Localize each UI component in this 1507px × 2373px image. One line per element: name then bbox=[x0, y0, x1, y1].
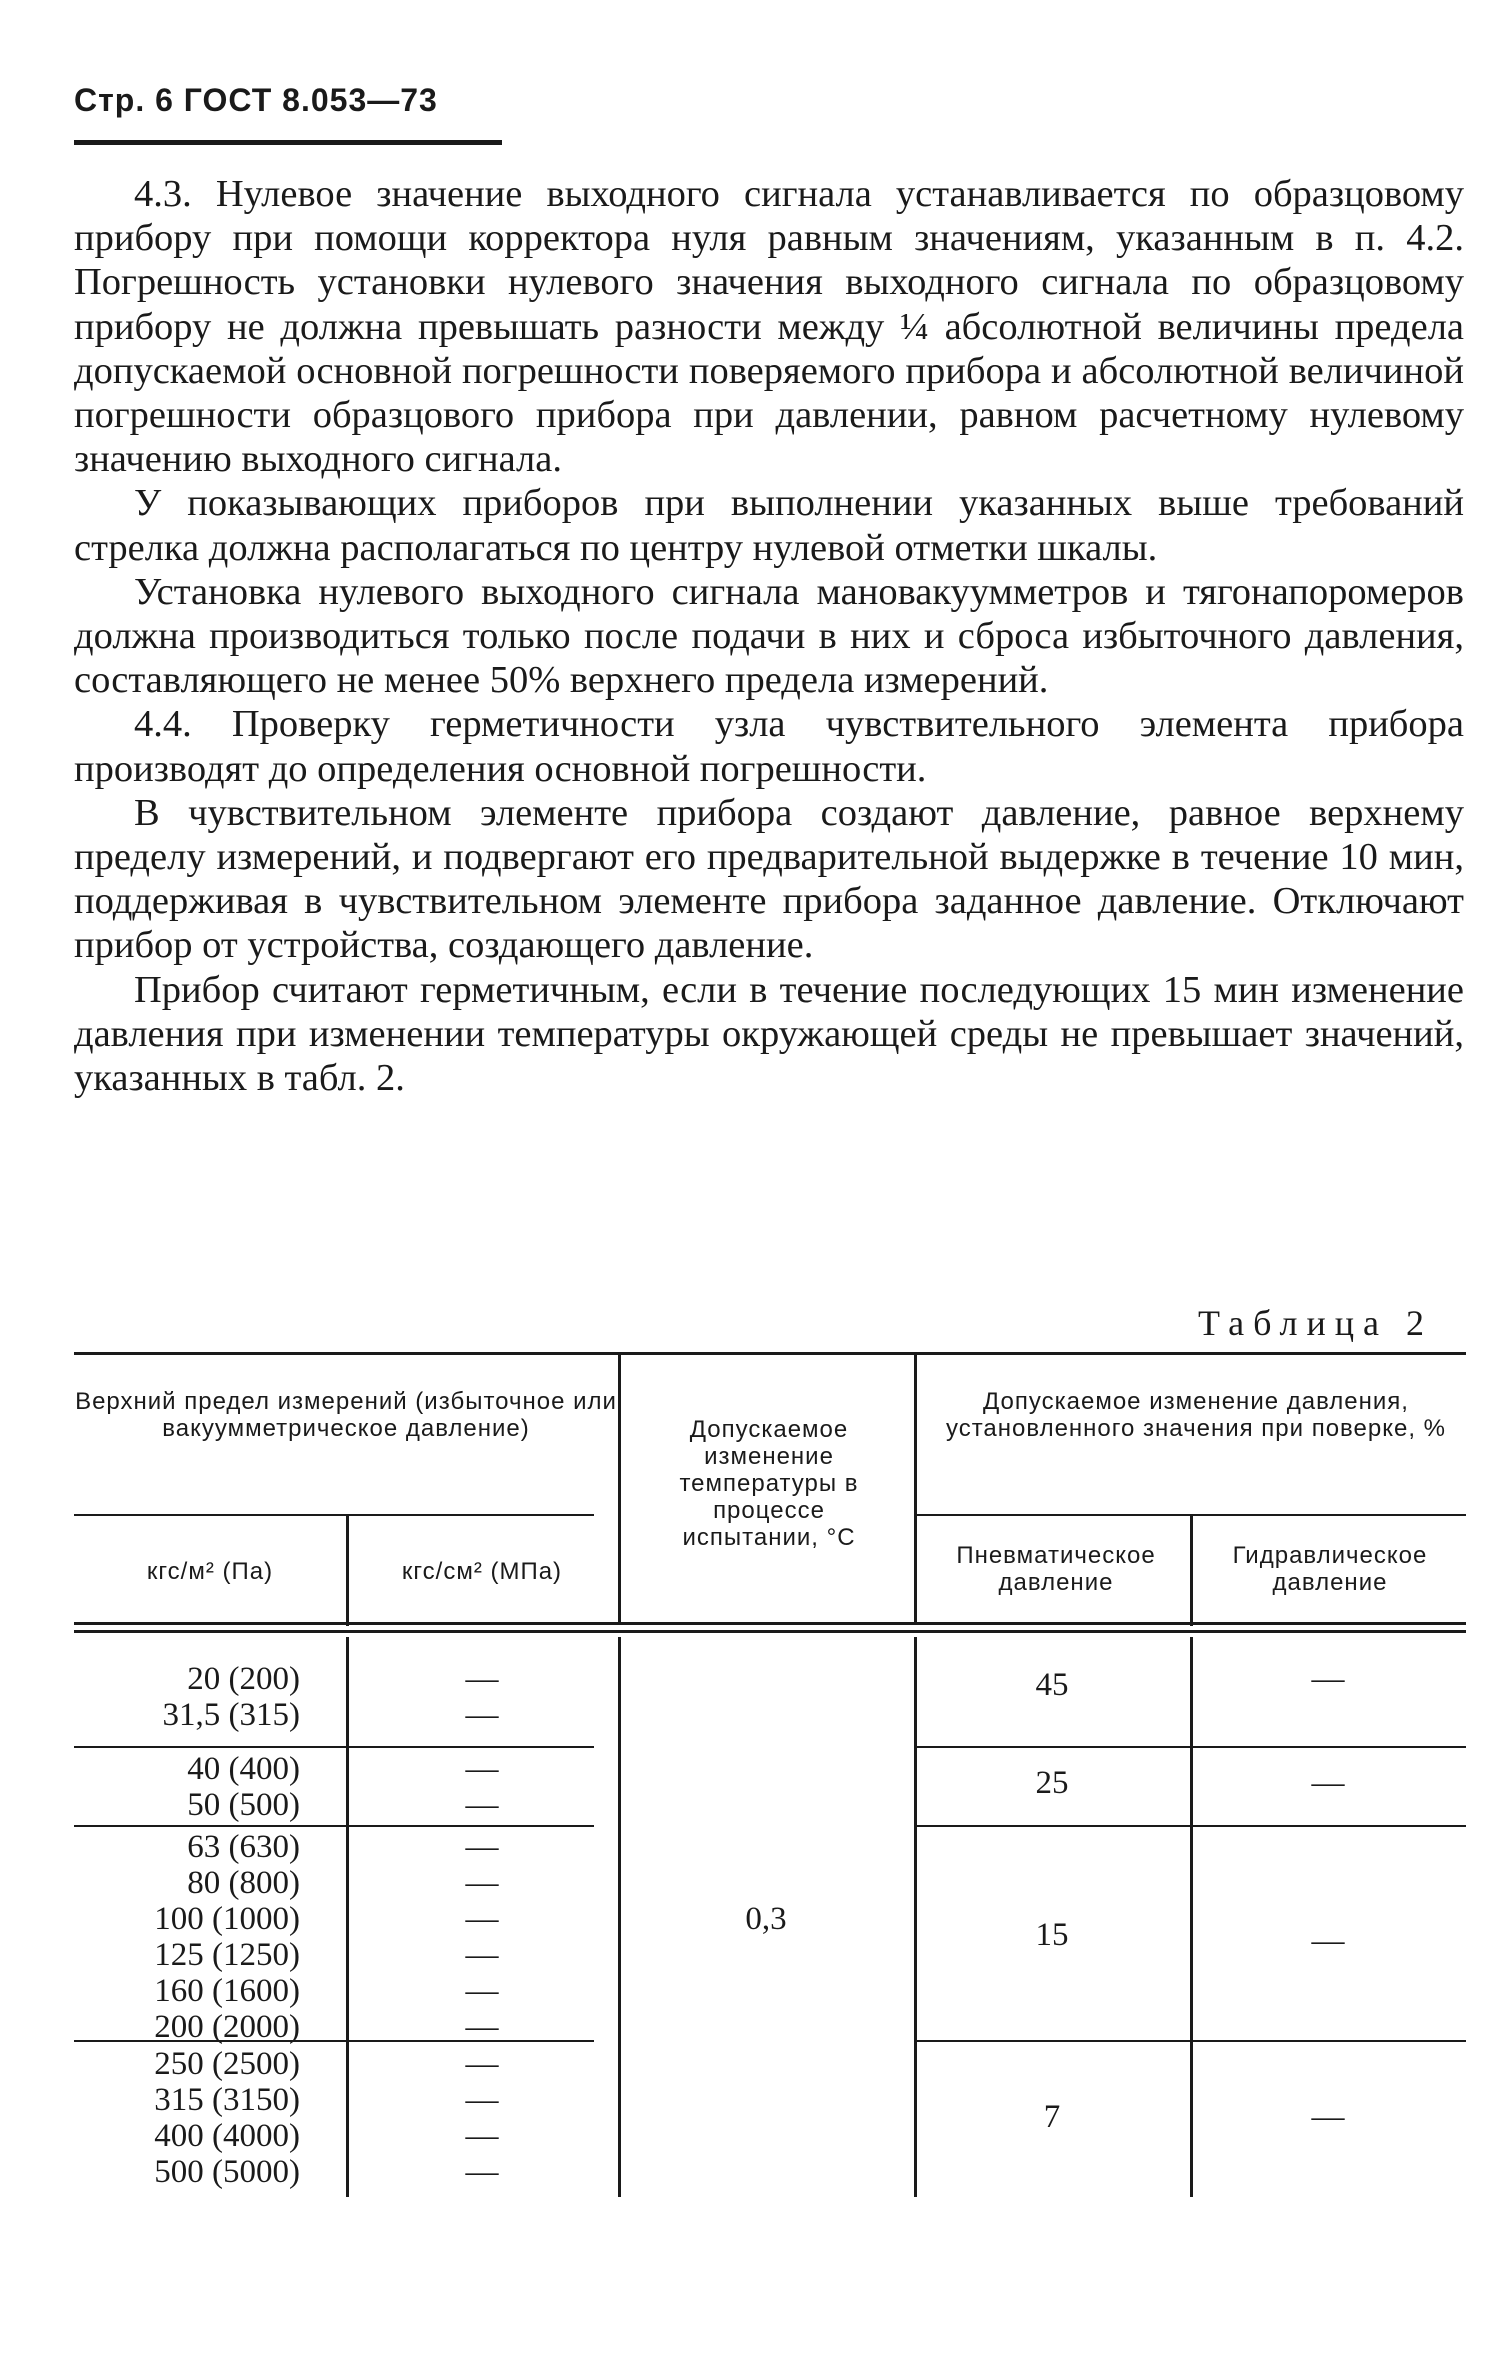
header-vline-3 bbox=[914, 1355, 917, 1625]
table-row: 315 (3150) bbox=[154, 2082, 300, 2118]
dash-cell: — bbox=[465, 1901, 499, 1937]
temp-change-value: 0,3 bbox=[745, 1901, 787, 1937]
paragraph-4-3: 4.3. Нулевое значение выходного сигнала устанавливается по образцовому прибору при помощи корректора нуля равным значениям, указанным в п. 4.2. Погрешность установки нулевого значения выходного сигнала по образцовому прибору не должна превышать разности между ¼ абсолютной величины предела допускаемой основной погрешности поверяемого прибора и абсолютной величиной погрешности образцового прибора при давлении, равном расчетному нулевому значению выходного сигнала. bbox=[74, 173, 1464, 481]
table-row: 31,5 (315) bbox=[162, 1697, 300, 1733]
header-hydraulic: Гидравлическое давление bbox=[1232, 1542, 1428, 1596]
table-2 bbox=[74, 1352, 1466, 2212]
pneumatic-value: 15 bbox=[1035, 1917, 1069, 1953]
group-sep-2-left bbox=[74, 1825, 594, 1827]
header-kgf-m2: кгс/м² (Па) bbox=[146, 1558, 274, 1585]
hydraulic-value: — bbox=[1311, 1923, 1345, 1959]
table-row: 20 (200) bbox=[187, 1661, 300, 1697]
table-row: 50 (500) bbox=[187, 1787, 300, 1823]
table-row: 200 (2000) bbox=[154, 2009, 300, 2045]
paragraph-4-4: 4.4. Проверку герметичности узла чувствительного элемента прибора производят до определения основной погрешности. bbox=[74, 703, 1464, 790]
paragraph-zero-setting: Установка нулевого выходного сигнала мановакуумметров и тягонапоромеров должна производиться только после подачи в них и сброса избыточного давления, составляющего не менее 50% верхнего предела измерений. bbox=[74, 570, 1464, 702]
header-bottom-rule-2 bbox=[74, 1630, 1466, 1633]
table-row: 125 (1250) bbox=[154, 1937, 300, 1973]
table-row: 160 (1600) bbox=[154, 1973, 300, 2009]
pneumatic-value: 25 bbox=[1035, 1765, 1069, 1801]
dash-cell: — bbox=[465, 2118, 499, 2154]
header-vline-4 bbox=[1190, 1514, 1193, 1626]
dash-cell: — bbox=[465, 1937, 499, 1973]
paragraph-hermetic: Прибор считают герметичным, если в течение последующих 15 мин изменение давления при изменении температуры окружающей среды не превышает значений, указанных в табл. 2. bbox=[74, 968, 1464, 1100]
table-row: 250 (2500) bbox=[154, 2046, 300, 2082]
hydraulic-value: — bbox=[1311, 1661, 1345, 1697]
dash-cell: — bbox=[465, 2009, 499, 2045]
dash-cell: — bbox=[465, 1751, 499, 1787]
page-header-text: Стр. 6 ГОСТ 8.053—73 bbox=[74, 82, 438, 118]
dash-cell: — bbox=[465, 1973, 499, 2009]
header-temp-change: Допускаемое изменение температуры в процессе испытании, °С bbox=[679, 1416, 859, 1551]
dash-cell: — bbox=[465, 1787, 499, 1823]
header-subrule-left bbox=[74, 1514, 594, 1516]
body-text bbox=[74, 172, 1464, 1100]
header-kgf-cm2: кгс/см² (МПа) bbox=[401, 1558, 563, 1585]
table-top-rule bbox=[74, 1352, 1466, 1355]
header-vline-2 bbox=[618, 1355, 621, 1625]
pneumatic-value: 7 bbox=[1043, 2099, 1061, 2135]
table-row: 40 (400) bbox=[187, 1751, 300, 1787]
table-row: 500 (5000) bbox=[154, 2154, 300, 2190]
header-allowed-change: Допускаемое изменение давления, установленного значения при поверке, % bbox=[945, 1388, 1447, 1442]
table-row: 400 (4000) bbox=[154, 2118, 300, 2154]
dash-cell: — bbox=[465, 1661, 499, 1697]
header-pneumatic: Пневматическое давление bbox=[956, 1542, 1156, 1596]
table-row: 100 (1000) bbox=[154, 1901, 300, 1937]
pneumatic-value: 45 bbox=[1035, 1667, 1069, 1703]
table-row: 63 (630) bbox=[187, 1829, 300, 1865]
hydraulic-value: — bbox=[1311, 1765, 1345, 1801]
dash-cell: — bbox=[465, 2082, 499, 2118]
table-caption: Таблица 2 bbox=[1198, 1303, 1433, 1343]
table-row: 80 (800) bbox=[187, 1865, 300, 1901]
paragraph-pressure-test: В чувствительном элементе прибора создают давление, равное верхнему пределу измерений, и подвергают его предварительной выдержке в течение 10 мин, поддерживая в чувствительном элементе прибора заданное давление. Отключают прибор от устройства, создающего давление. bbox=[74, 791, 1464, 967]
group-sep-1-left bbox=[74, 1746, 594, 1748]
dash-cell: — bbox=[465, 1829, 499, 1865]
dash-cell: — bbox=[465, 2154, 499, 2190]
header-bottom-rule-1 bbox=[74, 1622, 1466, 1625]
dash-cell: — bbox=[465, 1865, 499, 1901]
header-upper-limit: Верхний предел измерений (избыточное или вакуумметрическое давление) bbox=[75, 1388, 617, 1442]
dash-cell: — bbox=[465, 2046, 499, 2082]
paragraph-pointer: У показывающих приборов при выполнении указанных выше требований стрелка должна располагаться по центру нулевой отметки шкалы. bbox=[74, 482, 1464, 569]
page-header bbox=[74, 82, 502, 145]
dash-cell: — bbox=[465, 1697, 499, 1733]
hydraulic-value: — bbox=[1311, 2099, 1345, 2135]
